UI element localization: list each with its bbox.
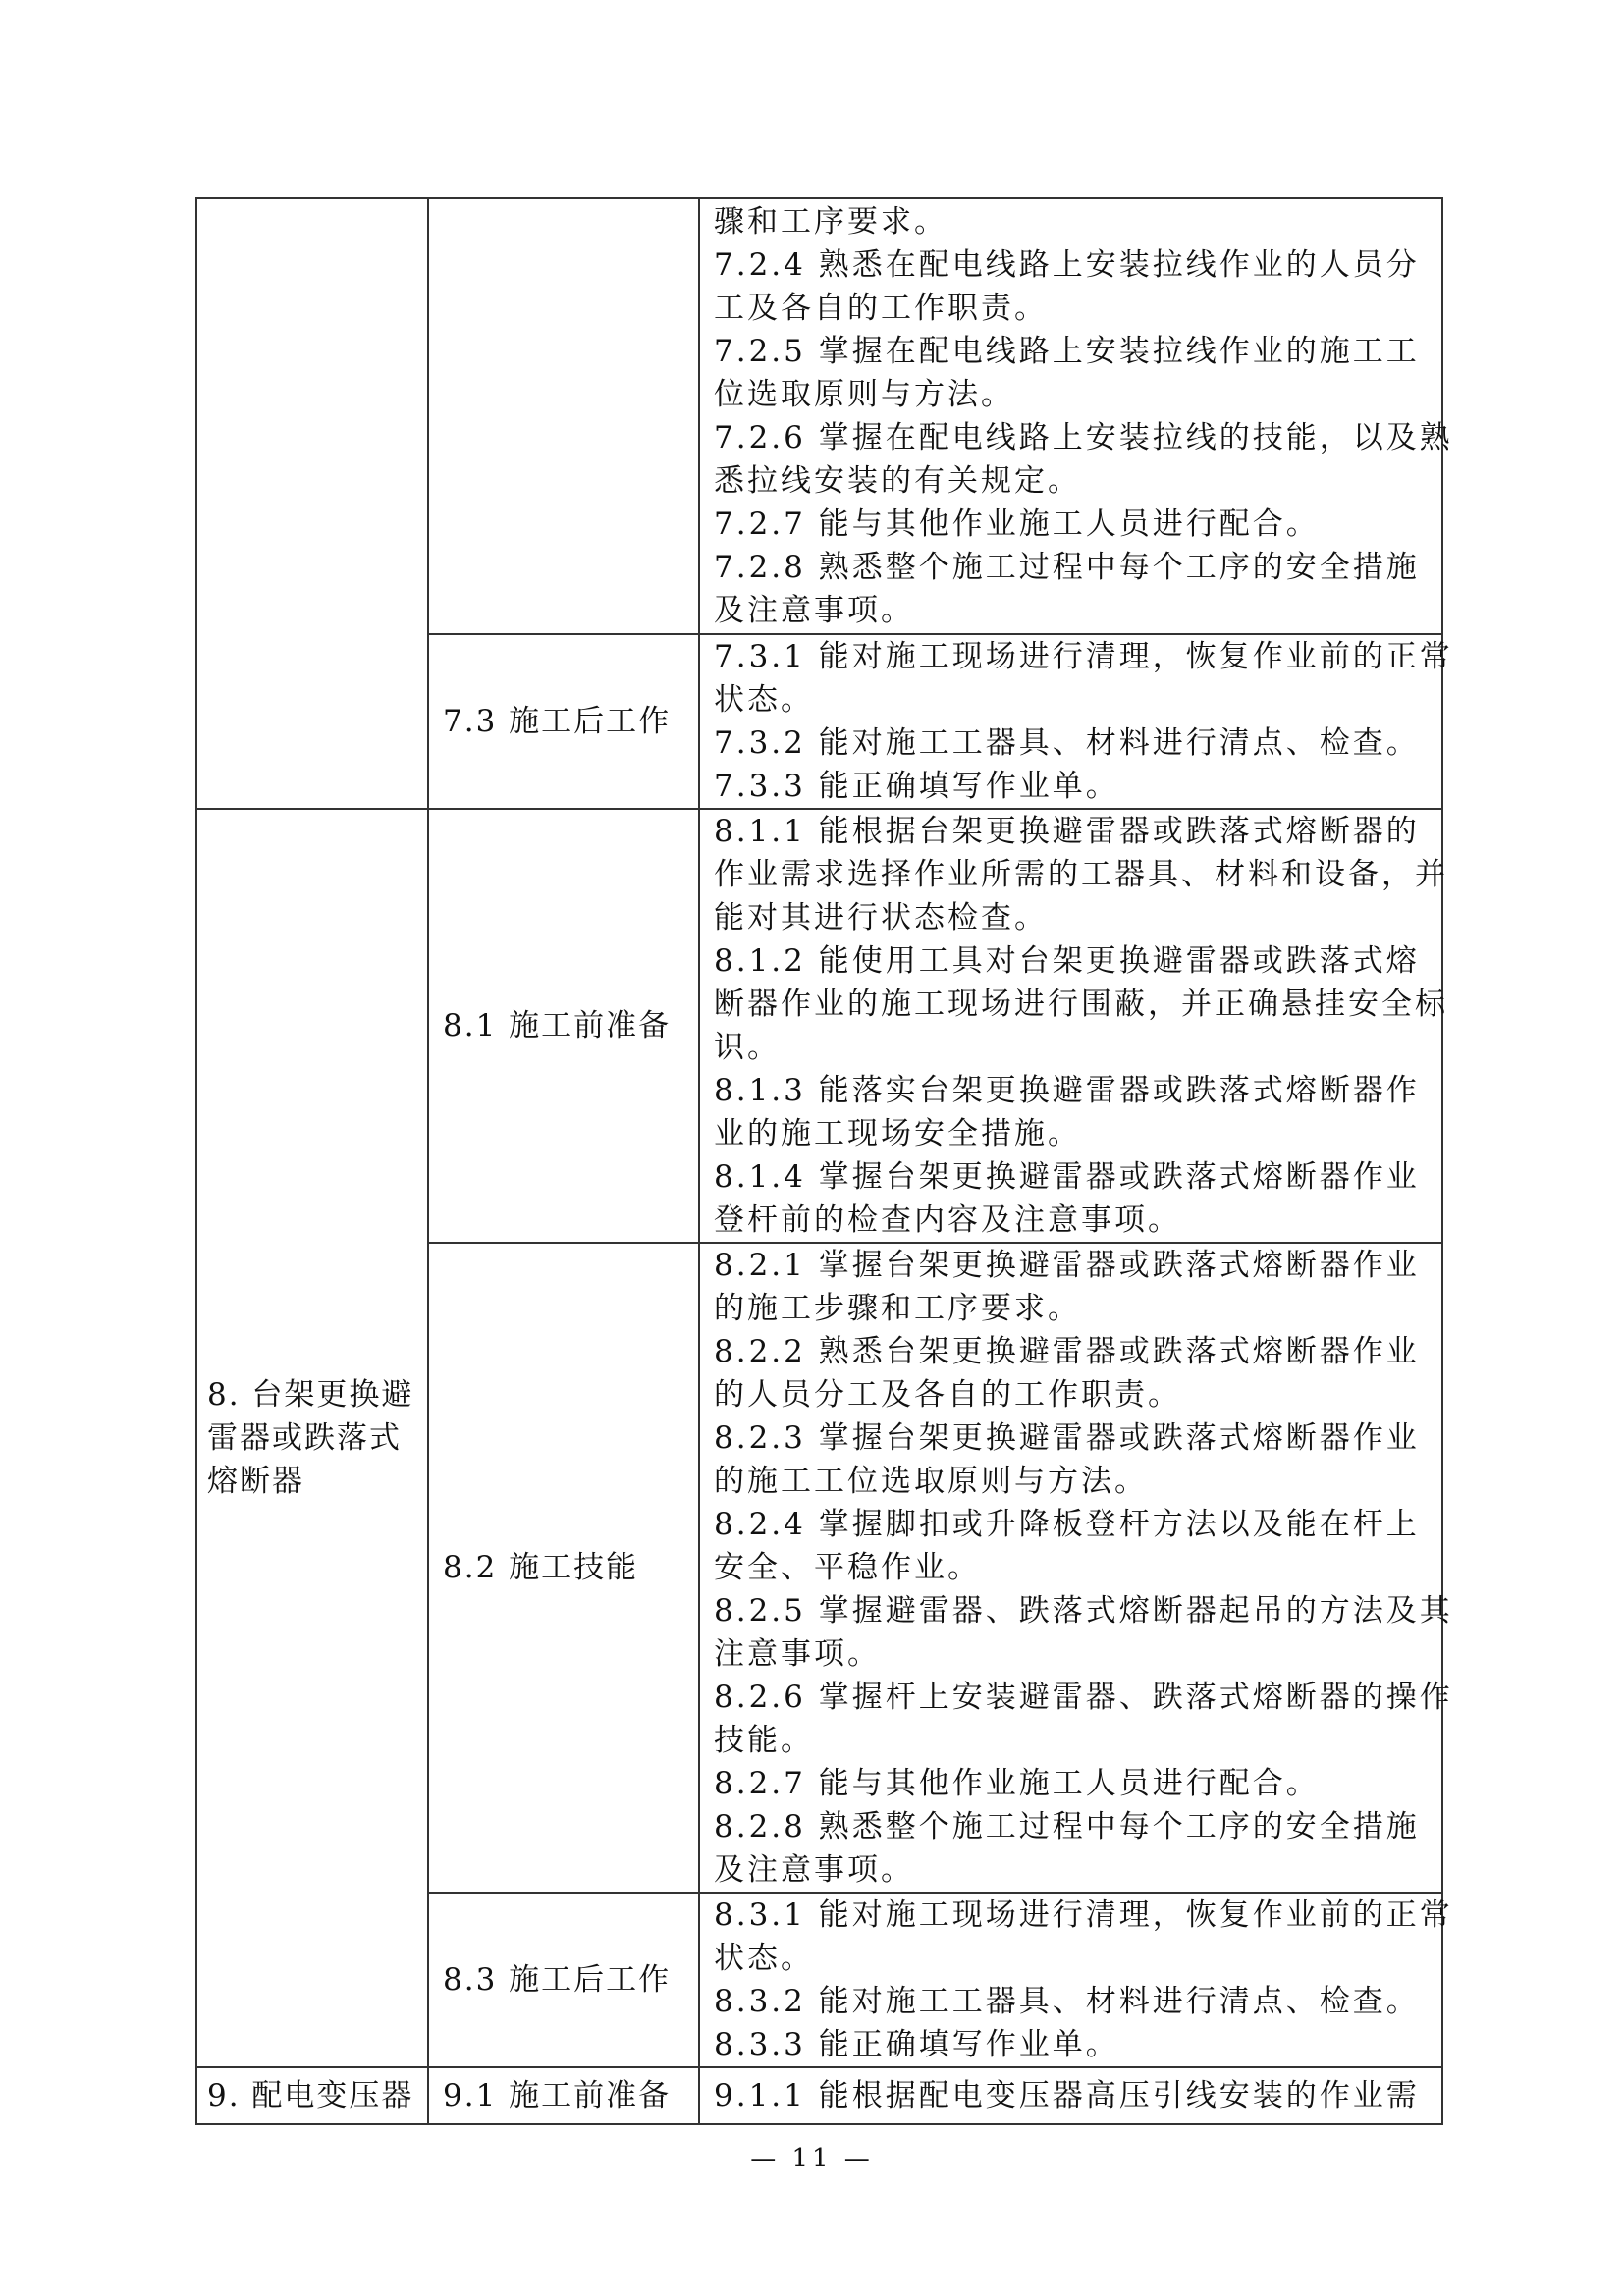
module-cell <box>196 2067 428 2124</box>
content-line: 位选取原则与方法。 <box>714 377 1014 412</box>
content-line: 8.1.3 能落实台架更换避雷器或跌落式熔断器作 <box>714 1073 1420 1108</box>
content-cell <box>699 634 1453 809</box>
content-line: 8.2.8 熟悉整个施工过程中每个工序的安全措施 <box>714 1809 1420 1844</box>
content-line: 登杆前的检查内容及注意事项。 <box>714 1202 1181 1238</box>
content-line: 状态。 <box>714 682 814 718</box>
content-line: 9.1.1 能根据配电变压器高压引线安装的作业需 <box>714 2078 1420 2113</box>
content-line: 断器作业的施工现场进行围蔽，并正确悬挂安全标 <box>714 987 1448 1022</box>
table-row <box>196 198 1442 634</box>
content-line: 7.2.7 能与其他作业施工人员进行配合。 <box>714 507 1320 542</box>
content-line: 8.2.4 掌握脚扣或升降板登杆方法以及能在杆上 <box>714 1507 1420 1542</box>
content-line: 业的施工现场安全措施。 <box>714 1116 1081 1151</box>
content-line: 7.3.1 能对施工现场进行清理，恢复作业前的正常 <box>714 639 1453 674</box>
unit-cell <box>428 1893 699 2067</box>
content-line: 状态。 <box>714 1941 814 1976</box>
table-row <box>196 809 1442 1243</box>
content-cell <box>699 198 1453 634</box>
unit-label: 8.3 施工后工作 <box>443 1962 672 1998</box>
content-line: 的施工工位选取原则与方法。 <box>714 1464 1148 1499</box>
module-cell-7-continued <box>196 198 428 809</box>
content-line: 7.2.5 掌握在配电线路上安装拉线作业的施工工 <box>714 334 1420 369</box>
module-cell <box>196 809 428 2067</box>
page-number: — 11 — <box>750 2144 874 2173</box>
content-line: 8.3.3 能正确填写作业单。 <box>714 2027 1119 2062</box>
unit-cell-7-2-continued <box>428 198 699 634</box>
content-line: 悉拉线安装的有关规定。 <box>714 463 1081 499</box>
unit-cell <box>428 634 699 809</box>
content-line: 的施工步骤和工序要求。 <box>714 1291 1081 1326</box>
content-line: 7.2.8 熟悉整个施工过程中每个工序的安全措施 <box>714 550 1420 585</box>
content-line: 能对其进行状态检查。 <box>714 900 1048 935</box>
content-line: 8.3.2 能对施工工器具、材料进行清点、检查。 <box>714 1984 1420 2019</box>
training-content-table <box>195 197 1453 2125</box>
unit-cell <box>428 2067 699 2124</box>
content-line: 8.2.6 掌握杆上安装避雷器、跌落式熔断器的操作 <box>714 1680 1453 1715</box>
module-label: 熔断器 <box>207 1464 304 1499</box>
content-line: 作业需求选择作业所需的工器具、材料和设备，并 <box>714 857 1448 892</box>
content-line: 安全、平稳作业。 <box>714 1550 981 1585</box>
content-line: 骤和工序要求。 <box>714 204 947 240</box>
content-line: 8.1.2 能使用工具对台架更换避雷器或跌落式熔 <box>714 943 1420 979</box>
content-line: 8.2.5 掌握避雷器、跌落式熔断器起吊的方法及其 <box>714 1593 1453 1629</box>
content-line: 工及各自的工作职责。 <box>714 291 1048 326</box>
unit-cell <box>428 809 699 1243</box>
unit-label: 8.1 施工前准备 <box>443 1008 672 1043</box>
content-line: 8.1.4 掌握台架更换避雷器或跌落式熔断器作业 <box>714 1159 1420 1195</box>
unit-label: 7.3 施工后工作 <box>443 704 672 739</box>
content-cell <box>699 809 1448 1243</box>
content-line: 识。 <box>714 1030 781 1065</box>
content-line: 8.2.3 掌握台架更换避雷器或跌落式熔断器作业 <box>714 1420 1420 1456</box>
module-label: 9. 配电变压器 <box>207 2078 414 2113</box>
unit-label: 9.1 施工前准备 <box>443 2078 672 2113</box>
content-line: 的人员分工及各自的工作职责。 <box>714 1377 1181 1413</box>
content-line: 及注意事项。 <box>714 1852 914 1888</box>
module-label: 8. 台架更换避 <box>207 1377 414 1413</box>
content-line: 7.3.2 能对施工工器具、材料进行清点、检查。 <box>714 725 1420 761</box>
table-row <box>196 2067 1442 2124</box>
content-line: 8.3.1 能对施工现场进行清理，恢复作业前的正常 <box>714 1897 1453 1933</box>
content-cell <box>699 1893 1453 2067</box>
unit-cell <box>428 1243 699 1893</box>
content-line: 注意事项。 <box>714 1636 881 1672</box>
content-line: 8.2.2 熟悉台架更换避雷器或跌落式熔断器作业 <box>714 1334 1420 1369</box>
module-label: 雷器或跌落式 <box>207 1420 402 1456</box>
content-line: 7.3.3 能正确填写作业单。 <box>714 769 1119 804</box>
content-line: 7.2.4 熟悉在配电线路上安装拉线作业的人员分 <box>714 247 1420 283</box>
unit-label: 8.2 施工技能 <box>443 1550 639 1585</box>
content-cell <box>699 1243 1453 1893</box>
content-line: 8.2.7 能与其他作业施工人员进行配合。 <box>714 1766 1320 1801</box>
content-cell <box>699 2067 1442 2124</box>
content-line: 8.1.1 能根据台架更换避雷器或跌落式熔断器的 <box>714 814 1420 849</box>
content-line: 技能。 <box>714 1723 814 1758</box>
content-line: 8.2.1 掌握台架更换避雷器或跌落式熔断器作业 <box>714 1248 1420 1283</box>
content-line: 及注意事项。 <box>714 593 914 628</box>
content-line: 7.2.6 掌握在配电线路上安装拉线的技能，以及熟 <box>714 420 1453 455</box>
